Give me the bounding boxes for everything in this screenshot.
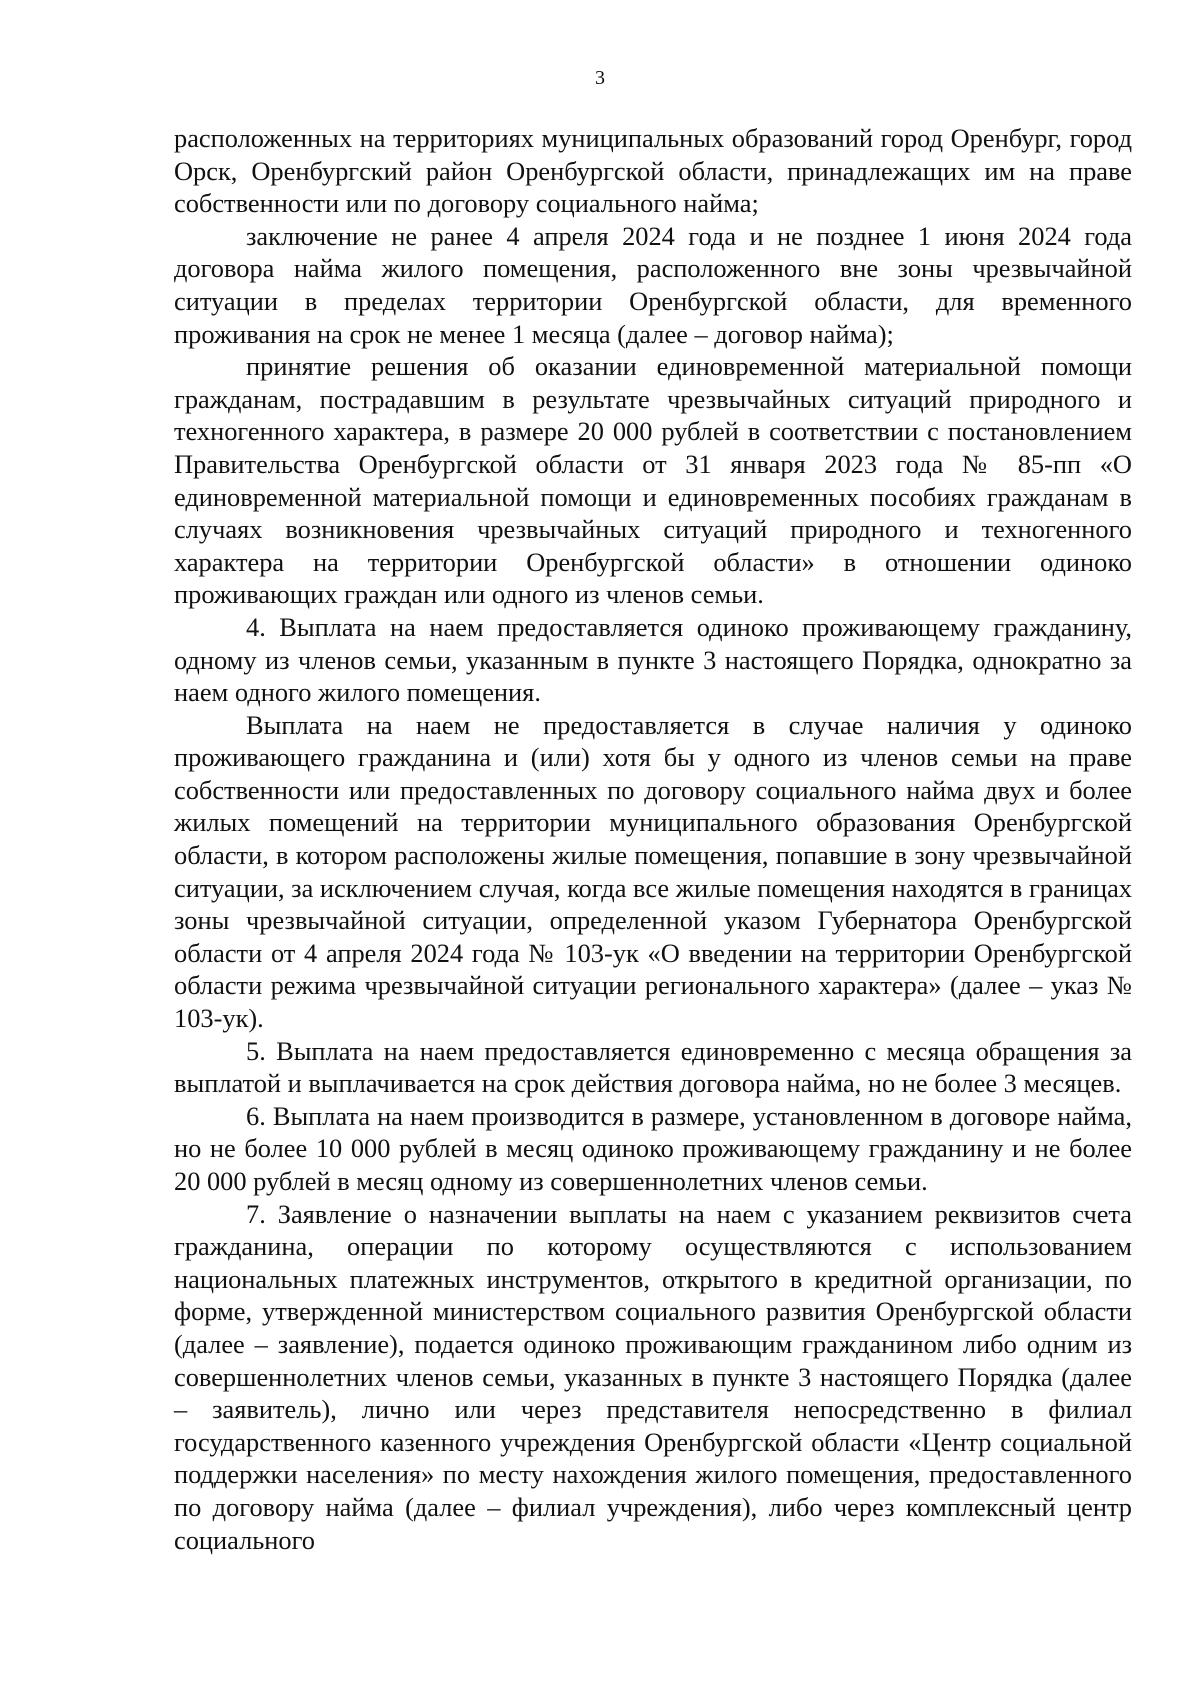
paragraph: принятие решения об оказании единовременной материальной помощи гражданам, пострадавшим в результате чрезвычайных ситуаций природного и техногенного характера, в размере 20 000 рублей в соответствии с постановлением Правительства Оренбургской области от 31 января 2023 года № 85-пп «О единовременной материальной помощи и единовременных пособиях гражданам в случаях возникновения чрезвычайных ситуаций природного и техногенного характера на территории Оренбургской области» в отношении одиноко проживающих граждан или одного из членов семьи. (174, 351, 1132, 610)
paragraph: Выплата на наем не предоставляется в случае наличия у одиноко проживающего гражданина и (или) хотя бы у одного из членов семьи на праве собственности или предоставленных по договору социального найма двух и более жилых помещений на территории муниципального образования Оренбургской области, в котором расположены жилые помещения, попавшие в зону чрезвычайной ситуации, за исключением случая, когда все жилые помещения находятся в границах зоны чрезвычайной ситуации, определенной указом Губернатора Оренбургской области от 4 апреля 2024 года № 103-ук «О введении на территории Оренбургской области режима чрезвычайной ситуации регионального характера» (далее – указ № 103-ук). (174, 709, 1132, 1034)
paragraph: 6. Выплата на наем производится в размере, установленном в договоре найма, но не более 10 000 рублей в месяц одиноко проживающему гражданину и не более 20 000 рублей в месяц одному из совершеннолетних членов семьи. (174, 1100, 1132, 1196)
paragraph: 5. Выплата на наем предоставляется единовременно с месяца обращения за выплатой и выплачивается на срок действия договора найма, но не более 3 месяцев. (174, 1035, 1132, 1099)
paragraph: заключение не ранее 4 апреля 2024 года и не позднее 1 июня 2024 года договора найма жилого помещения, расположенного вне зоны чрезвычайной ситуации в пределах территории Оренбургской области, для временного проживания на срок не менее 1 месяца (далее – договор найма); (174, 220, 1132, 349)
paragraph: 4. Выплата на наем предоставляется одиноко проживающему гражданину, одному из членов семьи, указанным в пункте 3 настоящего Порядка, однократно за наем одного жилого помещения. (174, 611, 1132, 708)
page-number: 3 (595, 67, 605, 89)
document-body (174, 122, 1132, 1556)
paragraph: 7. Заявление о назначении выплаты на наем с указанием реквизитов счета гражданина, операции по которому осуществляются с использованием национальных платежных инструментов, открытого в кредитной организации, по форме, утвержденной министерством социального развития Оренбургской области (далее – заявление), подается одиноко проживающим гражданином либо одним из совершеннолетних членов семьи, указанных в пункте 3 настоящего Порядка (далее – заявитель), лично или через представителя непосредственно в филиал государственного казенного учреждения Оренбургской области «Центр социальной поддержки населения» по месту нахождения жилого помещения, предоставленного по договору найма (далее – филиал учреждения), либо через комплексный центр социального (174, 1198, 1132, 1555)
paragraph: расположенных на территориях муниципальных образований город Оренбург, город Орск, Оренбургский район Оренбургской области, принадлежащих им на праве собственности или по договору социального найма; (174, 123, 1132, 219)
